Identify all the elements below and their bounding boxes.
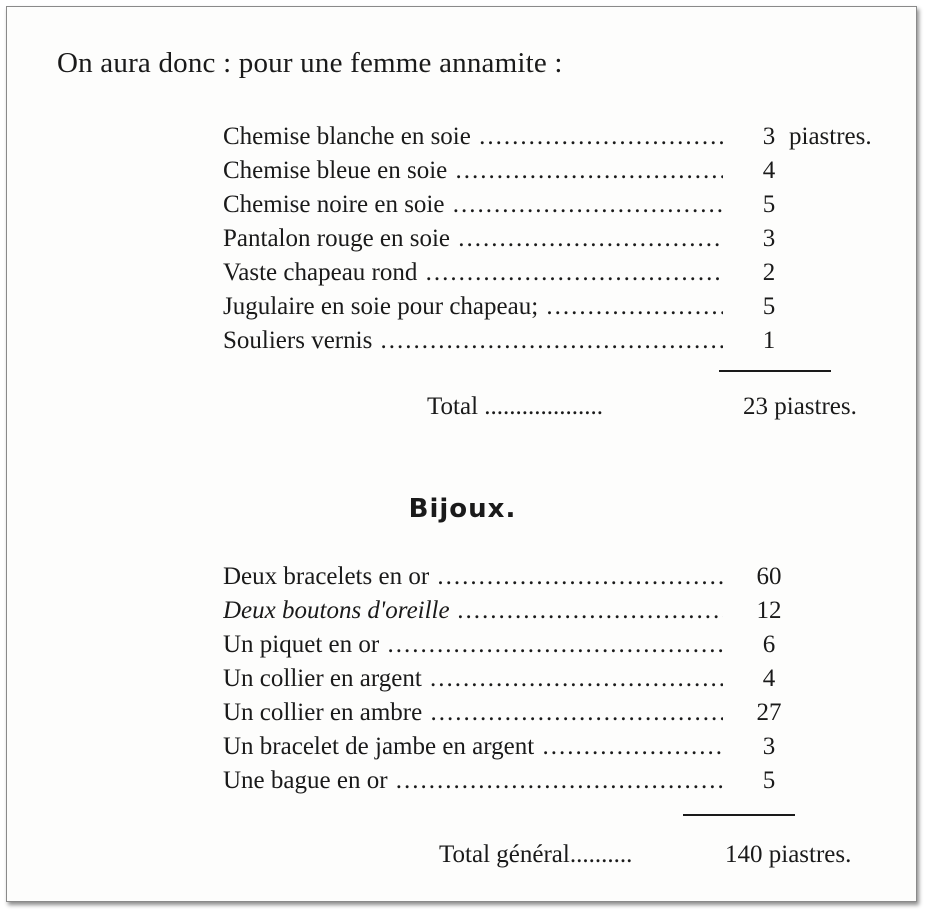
item-value: 3: [762, 733, 776, 760]
grand-total-label: Total général..........: [439, 841, 633, 868]
item-value: 3: [762, 123, 776, 150]
item-label: Chemise noire en soie: [223, 191, 445, 218]
item-value: 5: [762, 293, 776, 320]
item-label: Une bague en or: [223, 767, 388, 794]
item-value: 27: [756, 699, 782, 726]
item-label: Un bracelet de jambe en argent: [223, 733, 535, 760]
item-value: 12: [756, 597, 782, 624]
clothing-total-label: Total ...................: [427, 393, 604, 420]
sum-rule: [683, 814, 795, 816]
item-value: 60: [756, 563, 782, 590]
item-label: Un collier en ambre: [223, 699, 423, 726]
item-value: 4: [762, 157, 776, 184]
item-label: Chemise blanche en soie: [223, 123, 471, 150]
item-value: 5: [762, 767, 776, 794]
item-label: Pantalon rouge en soie: [223, 225, 451, 252]
item-label: Vaste chapeau rond: [223, 259, 418, 286]
page-heading: On aura donc : pour une femme annamite :: [57, 47, 563, 79]
item-label: Chemise bleue en soie: [223, 157, 448, 184]
item-value: 1: [762, 327, 776, 354]
item-unit: piastres.: [789, 123, 872, 150]
grand-total-value: 140 piastres.: [725, 841, 852, 868]
item-value: 6: [762, 631, 776, 658]
item-label: Un collier en argent: [223, 665, 422, 692]
item-label: Deux boutons d'oreille: [223, 597, 450, 624]
clothing-total-value: 23 piastres.: [743, 393, 857, 420]
item-label: Souliers vernis: [223, 327, 373, 354]
document-page: [6, 6, 917, 902]
item-value: 3: [762, 225, 776, 252]
item-value: 4: [762, 665, 776, 692]
item-value: 5: [762, 191, 776, 218]
item-label: Un piquet en or: [223, 631, 380, 658]
item-label: Jugulaire en soie pour chapeau;: [223, 293, 539, 320]
section-title: Bijoux.: [408, 494, 517, 524]
sum-rule: [719, 370, 831, 372]
item-value: 2: [762, 259, 776, 286]
item-label: Deux bracelets en or: [223, 563, 430, 590]
